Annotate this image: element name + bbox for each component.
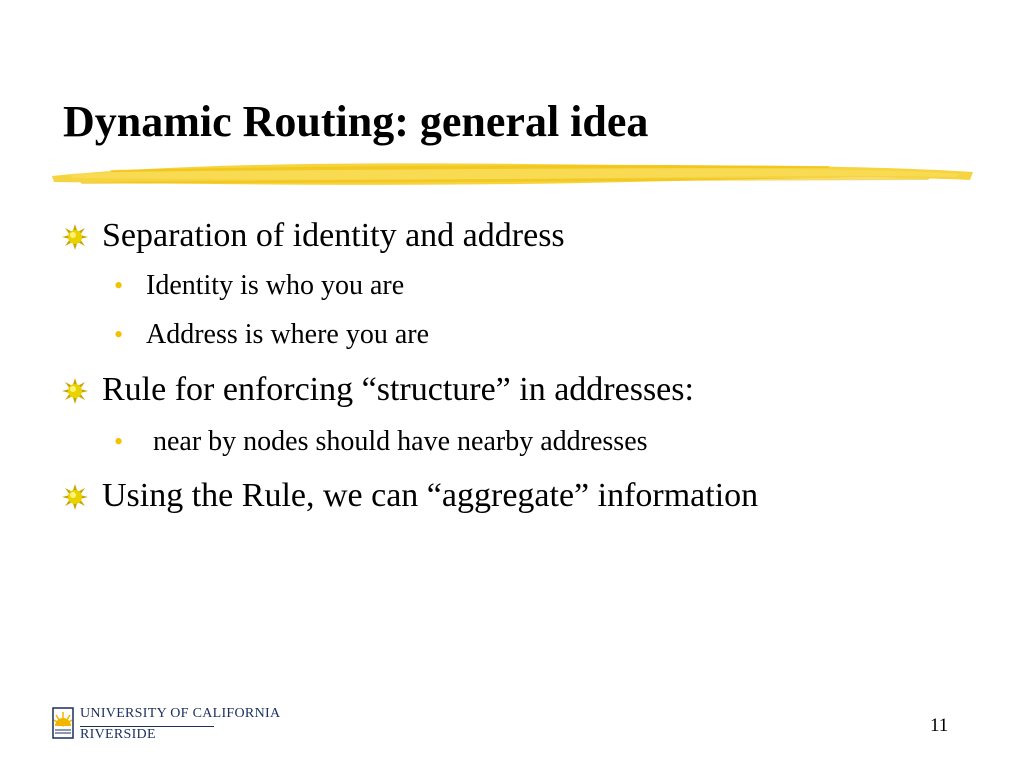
sub-bullet-text: Identity is who you are (146, 270, 405, 301)
bullet-text: Using the Rule, we can “aggregate” information (102, 477, 759, 514)
logo-text-university: UNIVERSITY OF CALIFORNIA (80, 706, 281, 721)
sub-bullet-dot: • (114, 427, 124, 456)
title-underline-brush (50, 152, 975, 194)
sub-bullet-text: Address is where you are (146, 319, 430, 350)
ucr-logo (50, 704, 281, 744)
bullet-text: Separation of identity and address (102, 217, 565, 254)
sub-bullet-dot: • (114, 320, 124, 349)
ucr-sun-logo-icon (50, 704, 76, 742)
page-number: 11 (930, 715, 949, 736)
bullet-text: Rule for enforcing “structure” in addresses: (102, 371, 694, 408)
sub-bullet-dot: • (114, 271, 124, 300)
starburst-bullet-icon (62, 378, 88, 404)
slide-title: Dynamic Routing: general idea (63, 97, 649, 146)
starburst-bullet-icon (62, 484, 88, 510)
logo-text-campus: RIVERSIDE (80, 727, 156, 742)
starburst-bullet-icon (62, 224, 88, 250)
sub-bullet-text: near by nodes should have nearby addresses (146, 426, 648, 457)
